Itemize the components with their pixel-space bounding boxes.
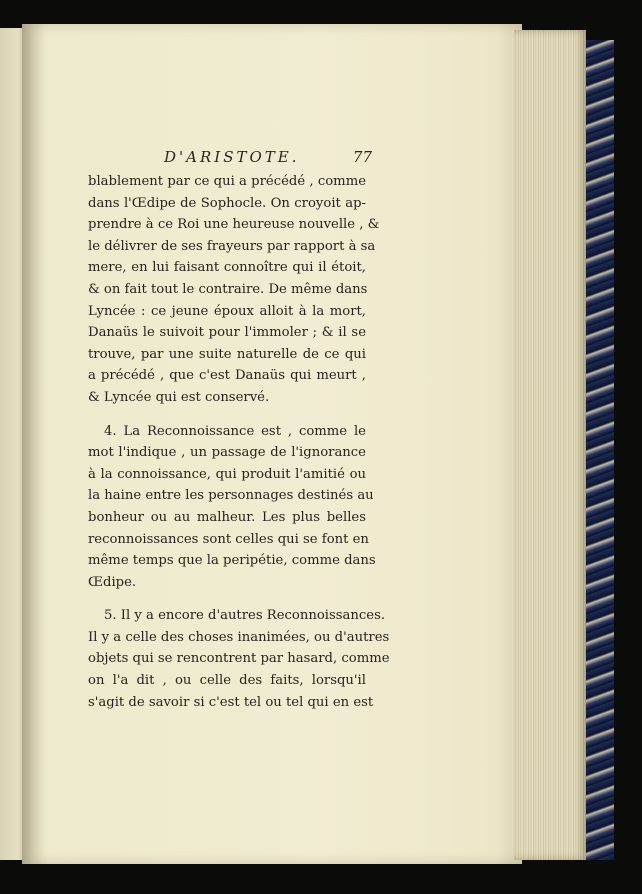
page-block-edges [514, 30, 586, 860]
text-line: reconnoissances sont celles qui se font en [88, 531, 369, 547]
text-line: Il y a celle des choses inanimées, ou d'autres [88, 629, 390, 645]
text-line: le délivrer de ses frayeurs par rapport à sa [88, 238, 376, 254]
page-header [164, 148, 372, 172]
text-line: s'agit de savoir si c'est tel ou tel qui en est [88, 694, 374, 710]
text-line: prendre à ce Roi une heureuse nouvelle , & [88, 217, 380, 233]
text-line: mot l'indique , un passage de l'ignorance [88, 445, 366, 461]
text-line: Lyncée : ce jeune époux alloit à la mort, [88, 303, 366, 319]
text-line: la haine entre les personnages destinés au [88, 488, 374, 504]
text-line: 4. La Reconnoissance est , comme le [104, 423, 366, 439]
text-line: Danaüs le suivoit pour l'immoler ; & il se [88, 325, 366, 341]
text-line: objets qui se rencontrent par hasard, comme [88, 651, 390, 667]
text-line: on l'a dit , ou celle des faits, lorsqu'il [88, 673, 366, 689]
running-title: D'ARISTOTE. [164, 148, 300, 166]
text-line: dans l'Œdipe de Sophocle. On croyoit ap- [88, 195, 366, 211]
text-line: bonheur ou au malheur. Les plus belles [88, 509, 366, 525]
text-line: & on fait tout le contraire. De même dans [88, 281, 368, 297]
text-line: blablement par ce qui a précédé , comme [88, 174, 366, 189]
text-line: à la connoissance, qui produit l'amitié ou [88, 466, 366, 482]
text-line: & Lyncée qui est conservé. [88, 389, 270, 405]
text-line: 5. Il y a encore d'autres Reconnoissances. [104, 608, 386, 624]
text-line: même temps que la peripétie, comme dans [88, 553, 376, 569]
text-line: Œdipe. [88, 574, 137, 590]
text-line: mere, en lui faisant connoître qui il étoit, [88, 260, 366, 276]
body-text [88, 171, 390, 713]
paragraph-other-reconnoissances [88, 605, 390, 713]
paragraph-reconnoissance [88, 421, 376, 594]
page-number: 77 [352, 148, 372, 166]
text-line: a précédé , que c'est Danaüs qui meurt , [88, 368, 366, 384]
paragraph-continuation [88, 171, 380, 409]
text-line: trouve, par une suite naturelle de ce qui [88, 346, 366, 362]
marbled-cover [586, 40, 614, 860]
